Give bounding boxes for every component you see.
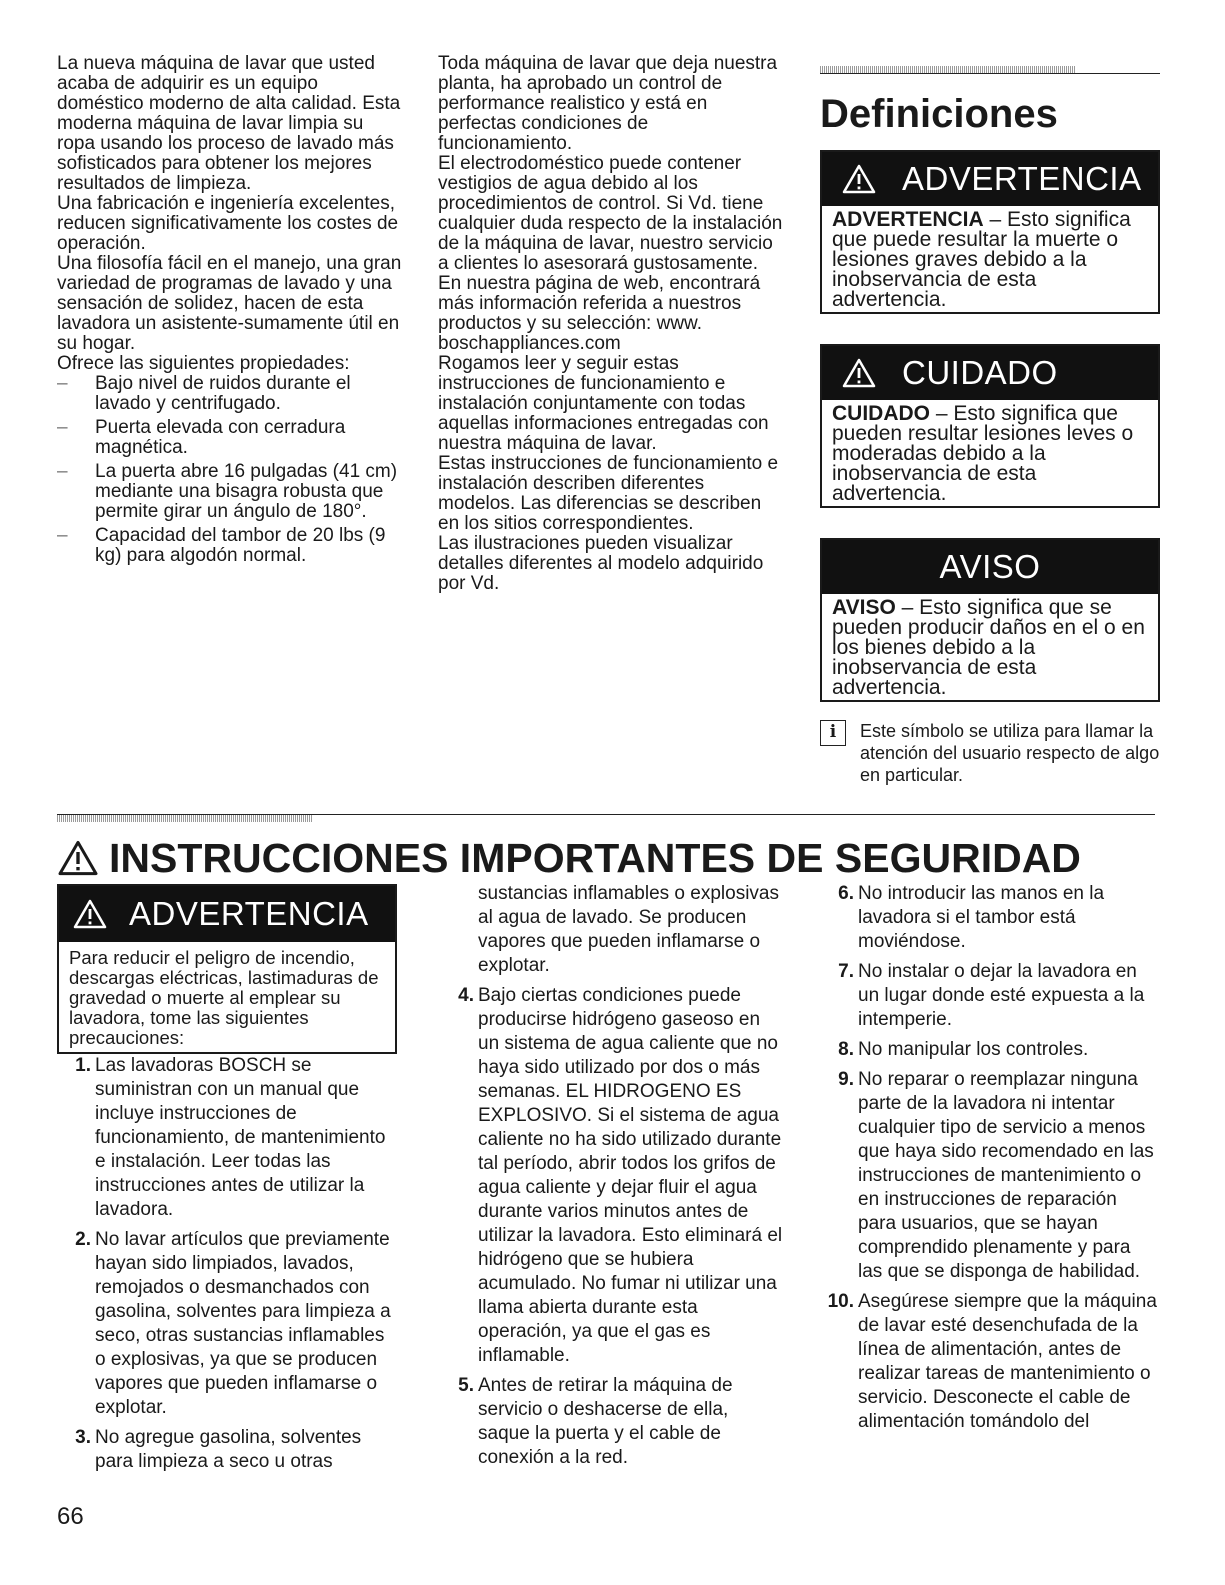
safety-title-text: INSTRUCCIONES IMPORTANTES DE SEGURIDAD xyxy=(109,835,1081,881)
intro-paragraph: La nueva máquina de lavar que usted acaba de adquirir es un equipo doméstico moderno de alta calidad. Esta moderna máquina de lavar limpia su ropa usando los proceso de lavado más sofisticados para obtener los mejores resultados de limpieza. xyxy=(57,53,401,194)
warning-triangle-icon xyxy=(57,840,99,876)
safety-item: 3. No agregue gasolina, solventes para limpieza a seco u otras xyxy=(75,1427,362,1472)
safety-item: 6. No introducir las manos en la lavadora si el tambor está moviéndose. xyxy=(838,883,1105,952)
features-list xyxy=(57,374,402,566)
aviso-header xyxy=(822,540,1158,594)
section-rule xyxy=(57,808,1155,824)
aviso-header-label: AVISO xyxy=(939,548,1041,585)
control-paragraph: El electrodoméstico puede contener vestigios de agua debido al los procedimientos de control. Si Vd. tiene cualquier duda respecto de la instalación de la máquina de lavar, nuestro servicio a clientes lo asesorará gustosamente. xyxy=(438,153,783,274)
feature-item: – Bajo nivel de ruidos durante el lavado y centrifugado. xyxy=(57,374,402,414)
safety-item: 8. No manipular los controles. xyxy=(838,1039,1089,1060)
advertencia-header xyxy=(822,152,1158,206)
safety-warning-header xyxy=(59,886,395,942)
feature-item: – Puerta elevada con cerradura magnética. xyxy=(57,418,402,458)
safety-item: 1. Las lavadoras BOSCH se suministran con un manual que incluye instrucciones de funcionamiento, de mantenimiento e instalación. Leer todas las instrucciones antes de utilizar la lavadora. xyxy=(75,1055,386,1220)
safety-warning-box xyxy=(57,884,397,1054)
safety-item: 10. Asegúrese siempre que la máquina de lavar esté desenchufada de la línea de alimentación, antes de realizar tareas de mantenimiento o servicio. Desconecte el cable de alimentación tomándolo del xyxy=(827,1291,1157,1432)
safety-item-continued: sustancias inflamables o explosivas al agua de lavado. Se producen vapores que pueden inflamarse o explotar. xyxy=(478,883,779,976)
aviso-text: AVISO – Esto significa que se pueden producir daños en el o en los bienes debido a la inobservancia de esta advertencia. xyxy=(832,596,1145,699)
definitions-column xyxy=(820,60,1160,786)
aviso-box xyxy=(820,538,1160,702)
control-paragraph: Rogamos leer y seguir estas instrucciones de funcionamiento e instalación conjuntamente con todas aquellas informaciones entregadas con nuestra máquina de lavar. xyxy=(438,353,769,454)
control-paragraph: Estas instrucciones de funcionamiento e instalación describen diferentes modelos. Las diferencias se describen en los sitios correspondientes. xyxy=(438,453,779,534)
safety-item: 2. No lavar artículos que previamente hayan sido limpiados, lavados, remojados o desmanchados con gasolina, solventes para limpieza a seco, otras sustancias inflamables o explosivas, ya que se producen vapores que pueden inflamarse o explotar. xyxy=(75,1229,391,1418)
info-text: Este símbolo se utiliza para llamar la atención del usuario respecto de algo en particular. xyxy=(860,721,1160,785)
intro-paragraph: Una fabricación e ingeniería excelentes, reducen significativamente los costes de operación. xyxy=(57,193,399,254)
safety-list-right xyxy=(820,882,1160,1440)
info-icon: i xyxy=(820,720,846,746)
safety-item: 7. No instalar o dejar la lavadora en un lugar donde esté expuesta a la intemperie. xyxy=(838,961,1145,1030)
safety-item: 4. Bajo ciertas condiciones puede producirse hidrógeno gaseoso en un sistema de agua caliente que no haya sido utilizado por dos o más semanas. EL HIDROGENO ES EXPLOSIVO. Si el sistema de agua caliente no ha sido utilizado durante tal período, abrir todos los grifos de agua caliente y dejar fluir el agua durante varios minutos antes de utilizar la lavadora. Esto eliminará el hidrógeno que se hubiera acumulado. No fumar ni utilizar una llama abierta durante esta operación, ya que el gas es inflamable. xyxy=(458,985,783,1366)
page-number: 66 xyxy=(57,1503,84,1530)
control-column xyxy=(438,54,783,594)
section-rule xyxy=(820,60,1160,74)
control-paragraph: En nuestra página de web, encontrará más información referida a nuestros productos y su selección: www. boschappliances.com xyxy=(438,273,761,354)
info-note xyxy=(820,720,1160,786)
warning-triangle-icon xyxy=(73,899,107,929)
warning-triangle-icon xyxy=(842,358,876,388)
cuidado-text: CUIDADO – Esto significa que pueden resultar lesiones leves o moderadas debido a la inobservancia de esta advertencia. xyxy=(832,402,1134,505)
cuidado-header-label: CUIDADO xyxy=(902,354,1058,391)
advertencia-header-label: ADVERTENCIA xyxy=(902,160,1142,197)
advertencia-text: ADVERTENCIA – Esto significa que puede resultar la muerte o lesiones graves debido a la inobservancia de esta advertencia. xyxy=(832,208,1131,311)
intro-paragraph: Una filosofía fácil en el manejo, una gran variedad de programas de lavado y una sensación de solidez, hacen de esta lavadora un asistente-sumamente útil en su hogar. xyxy=(57,253,402,354)
definitions-title: Definiciones xyxy=(820,92,1058,136)
cuidado-header xyxy=(822,346,1158,400)
safety-item: 5. Antes de retirar la máquina de servicio o deshacerse de ella, saque la puerta y el cable de conexión a la red. xyxy=(458,1375,733,1468)
safety-warning-header-label: ADVERTENCIA xyxy=(129,895,369,932)
advertencia-box xyxy=(820,150,1160,314)
safety-title xyxy=(57,835,1167,881)
cuidado-box xyxy=(820,344,1160,508)
warning-triangle-icon xyxy=(842,164,876,194)
safety-list-left xyxy=(57,1054,397,1480)
safety-list-middle xyxy=(440,882,785,1476)
safety-warning-text: Para reducir el peligro de incendio, descargas eléctricas, lastimaduras de gravedad o muerte al emplear su lavadora, tome las siguientes precauciones: xyxy=(69,947,379,1048)
intro-column xyxy=(57,54,402,570)
feature-item: – Capacidad del tambor de 20 lbs (9 kg) para algodón normal. xyxy=(57,526,402,566)
feature-item: – La puerta abre 16 pulgadas (41 cm) mediante una bisagra robusta que permite girar un ángulo de 180°. xyxy=(57,462,402,522)
intro-paragraph: Ofrece las siguientes propiedades: xyxy=(57,353,350,374)
safety-item: 9. No reparar o reemplazar ninguna parte de la lavadora ni intentar cualquier tipo de servicio a menos que haya sido recomendado en las instrucciones de mantenimiento o en instrucciones de reparación para usuarios, que se hayan comprendido plenamente y para las que se disponga de habilidad. xyxy=(838,1069,1154,1282)
control-paragraph: Toda máquina de lavar que deja nuestra planta, ha aprobado un control de performance realistico y está en perfectas condiciones de funcionamiento. xyxy=(438,53,778,154)
control-paragraph: Las ilustraciones pueden visualizar detalles diferentes al modelo adquirido por Vd. xyxy=(438,533,764,594)
